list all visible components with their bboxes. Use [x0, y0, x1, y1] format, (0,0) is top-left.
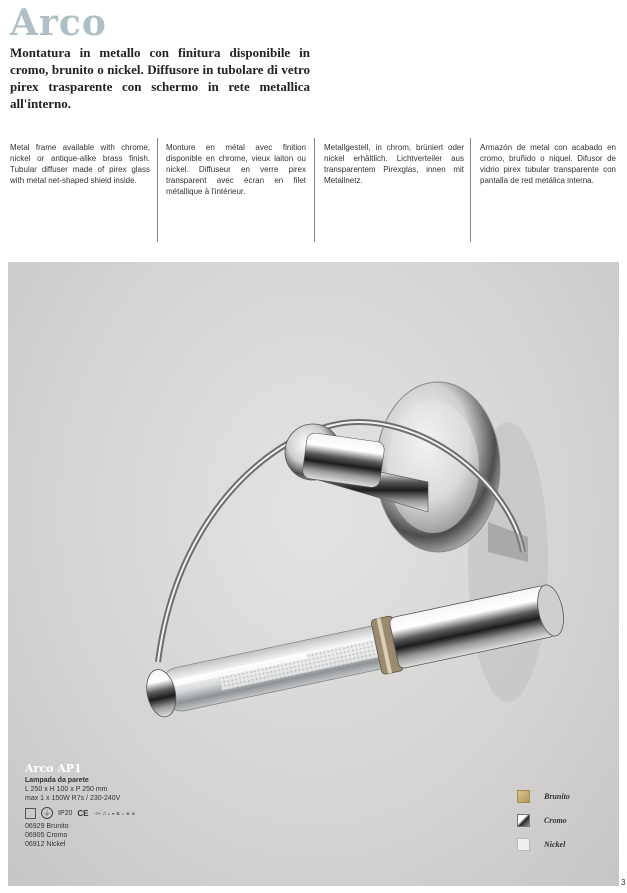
description-french: Monture en métal avec finition disponible en chrome, vieux laiton ou nickel. Diffuseur en verre pirex transparent avec écran en filet métallique à l'intérieur. [166, 143, 306, 196]
finish-legend [517, 784, 570, 856]
description-german: Metallgestell, in chrom, brüniert oder nickel erhältlich. Lichtverteiler aus transparentem Pirexglas, innen mit Metallnetz. [324, 143, 464, 185]
finish-label: Nickel [544, 839, 566, 849]
product-info [25, 776, 120, 803]
finish-label: Cromo [544, 815, 567, 825]
code-brunito: 06929 Brunito [25, 823, 69, 830]
class-icon [25, 808, 36, 819]
description-columns [0, 138, 627, 242]
description-spanish: Armazón de metal con acabado en cromo, bruñido o niquel. Difusor de vidrio pirex tubular transparente con pantalla de red metálica interna. [480, 143, 616, 185]
cromo-swatch [517, 814, 530, 827]
column-divider [157, 138, 158, 242]
description-english: Metal frame available with chrome, nickel or antique-alike brass finish. Tubular diffuser made of pirex glass with metal net-shaped shield inside. [10, 143, 150, 185]
page-title: Arco [10, 2, 107, 44]
nickel-swatch [517, 838, 530, 851]
product-power: max 1 x 150W R7s / 230-240V [25, 795, 121, 802]
certification-symbols: ⊣⊢ ⎍ ▵ ▾ ⊠ ⌂ ⊗ ⊗ [93, 810, 136, 816]
ip-rating: IP20 [58, 809, 73, 817]
code-cromo: 06905 Cromo [25, 832, 68, 839]
page-number: 3 [621, 878, 626, 887]
product-codes [25, 822, 69, 849]
ce-mark: CE [77, 808, 89, 818]
brunito-swatch [517, 790, 530, 803]
product-dimensions: L 250 x H 100 x P 250 mm [25, 786, 108, 793]
column-divider [470, 138, 471, 242]
code-nickel: 06912 Nickel [25, 841, 66, 848]
column-divider [314, 138, 315, 242]
finish-label: Brunito [544, 791, 570, 801]
product-type: Lampada da parete [25, 777, 89, 784]
finish-brunito [517, 784, 570, 808]
certification-row [25, 806, 136, 820]
product-name: Arco AP1 [25, 762, 82, 775]
ground-symbol-icon: ⏚ [41, 807, 53, 819]
finish-cromo [517, 808, 570, 832]
intro-paragraph: Montatura in metallo con finitura disponibile in cromo, brunito o nickel. Diffusore in tubolare di vetro pirex trasparente con schermo in rete metallica all'interno. [10, 45, 310, 111]
finish-nickel [517, 832, 570, 856]
